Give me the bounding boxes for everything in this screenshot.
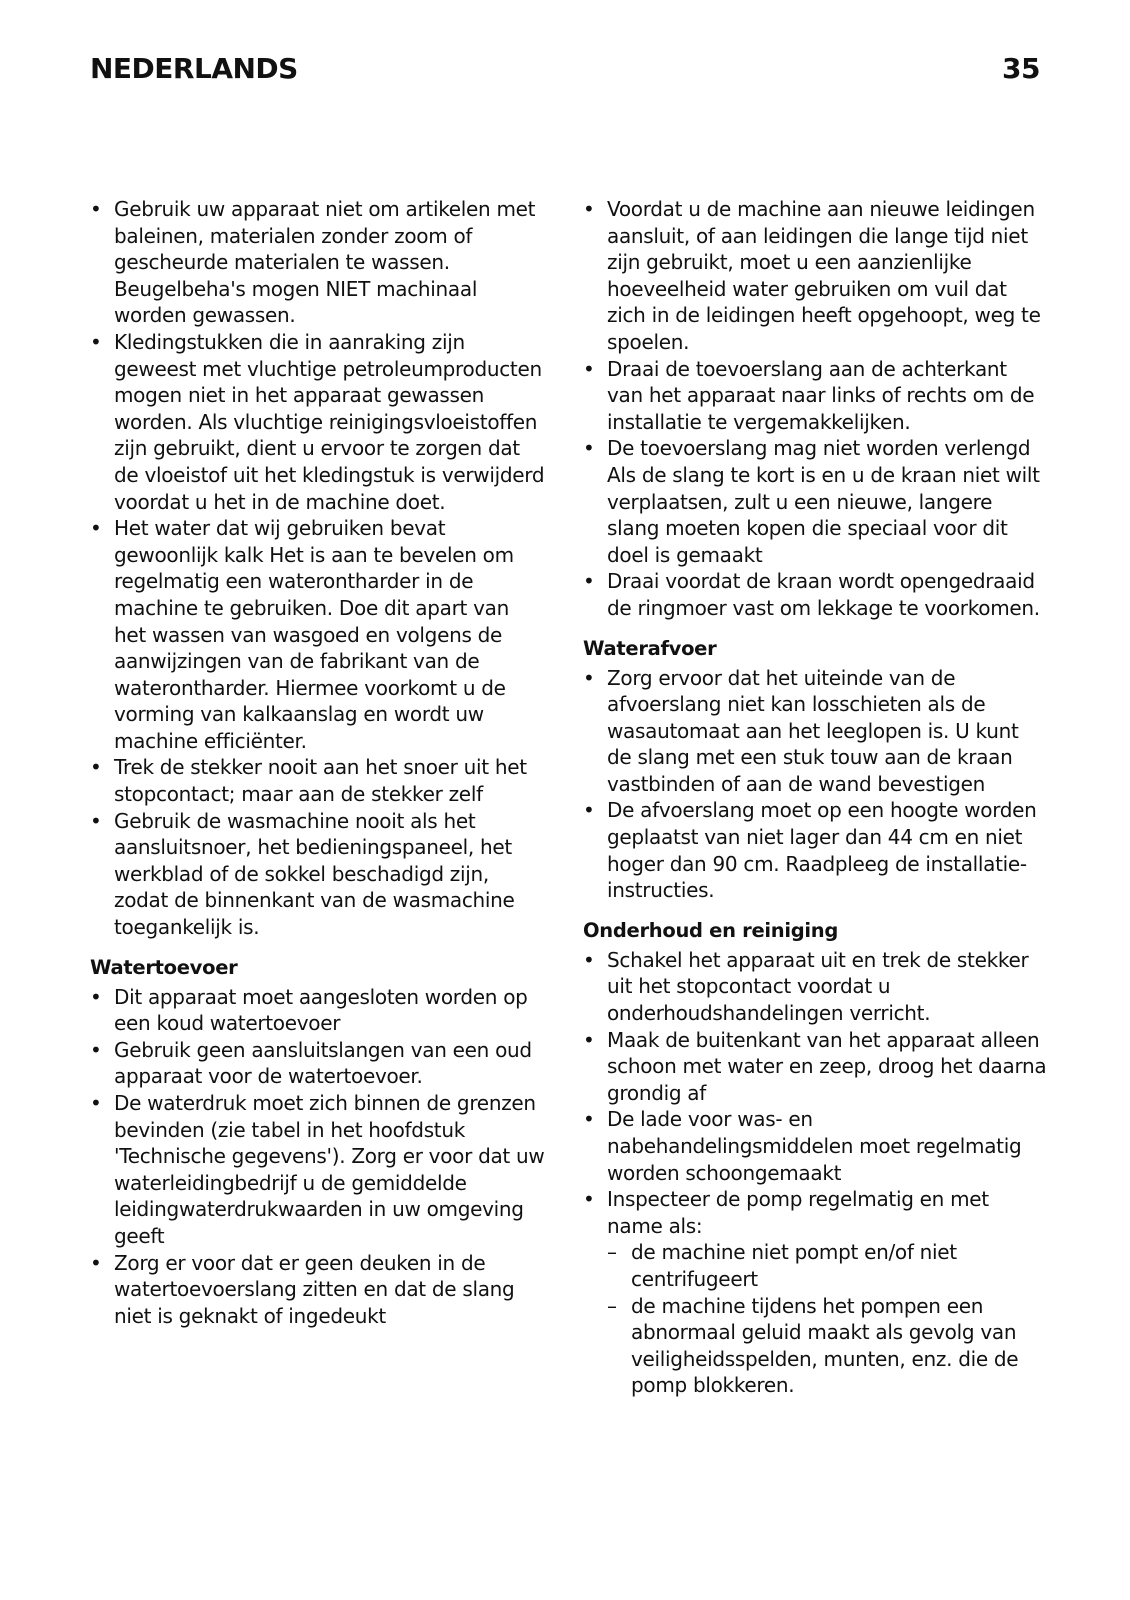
page-header bbox=[90, 48, 1040, 88]
list-item-with-sublist bbox=[583, 1186, 1048, 1399]
list-item: • Gebruik geen aansluitslangen van een oud apparaat voor de watertoevoer. bbox=[90, 1037, 545, 1090]
list-item: • De lade voor was- en nabehandelingsmiddelen moet regelmatig worden schoongemaakt bbox=[583, 1106, 1048, 1186]
watertoevoer-list bbox=[90, 984, 545, 1330]
section-heading-watertoevoer: Watertoevoer bbox=[90, 955, 238, 979]
list-item: • Gebruik uw apparaat niet om artikelen met baleinen, materialen zonder zoom of gescheurde materialen te wassen. Beugelbeha's mogen NIET machinaal worden gewassen. bbox=[90, 196, 545, 329]
sub-list-item: – de machine niet pompt en/of niet centrifugeert bbox=[607, 1239, 1048, 1292]
list-item: • Schakel het apparaat uit en trek de stekker uit het stopcontact voordat u onderhoudshandelingen verricht. bbox=[583, 947, 1048, 1027]
list-item: • Trek de stekker nooit aan het snoer uit het stopcontact; maar aan de stekker zelf bbox=[90, 754, 545, 807]
list-item: • Kledingstukken die in aanraking zijn geweest met vluchtige petroleumproducten mogen niet in het apparaat gewassen worden. Als vluchtige reinigingsvloeistoffen zijn gebruikt, dient u ervoor te zorgen dat de vloeistof uit het kledingstuk is verwijderd voordat u het in de machine doet. bbox=[90, 329, 545, 515]
list-item: • Voordat u de machine aan nieuwe leidingen aansluit, of aan leidingen die lange tijd niet zijn gebruikt, moet u een aanzienlijke hoeveelheid water gebruiken om vuil dat zich in de leidingen heeft opgehoopt, weg te spoelen. bbox=[583, 196, 1048, 356]
list-item: • Zorg ervoor dat het uiteinde van de afvoerslang niet kan losschieten als de wasautomaat aan het leeglopen is. U kunt de slang met een stuk touw aan de kraan vastbinden of aan de wand bevestigen bbox=[583, 665, 1048, 798]
onderhoud-list bbox=[583, 947, 1048, 1399]
language-title: NEDERLANDS bbox=[90, 51, 298, 85]
right-column bbox=[583, 196, 1048, 1399]
list-item: • Zorg er voor dat er geen deuken in de watertoevoerslang zitten en dat de slang niet is geknakt of ingedeukt bbox=[90, 1250, 545, 1330]
section-heading-onderhoud: Onderhoud en reiniging bbox=[583, 918, 839, 942]
page-number: 35 bbox=[1002, 51, 1040, 85]
list-item-text: Inspecteer de pomp regelmatig en met name als: bbox=[607, 1187, 989, 1238]
list-item: • Draai voordat de kraan wordt opengedraaid de ringmoer vast om lekkage te voorkomen. bbox=[583, 568, 1048, 621]
list-item: • De toevoerslang mag niet worden verlengd Als de slang te kort is en u de kraan niet wilt verplaatsen, zult u een nieuwe, langere slang moeten kopen die speciaal voor dit doel is gemaakt bbox=[583, 435, 1048, 568]
connection-list bbox=[583, 196, 1048, 622]
pump-sub-list bbox=[607, 1239, 1048, 1399]
waterafvoer-list bbox=[583, 665, 1048, 904]
list-item: • Gebruik de wasmachine nooit als het aansluitsnoer, het bedieningspaneel, het werkblad of de sokkel beschadigd zijn, zodat de binnenkant van de wasmachine toegankelijk is. bbox=[90, 808, 545, 941]
list-item: • Draai de toevoerslang aan de achterkant van het apparaat naar links of rechts om de installatie te vergemakkelijken. bbox=[583, 356, 1048, 436]
list-item: • Maak de buitenkant van het apparaat alleen schoon met water en zeep, droog het daarna grondig af bbox=[583, 1027, 1048, 1107]
list-item: • Dit apparaat moet aangesloten worden op een koud watertoevoer bbox=[90, 984, 545, 1037]
list-item: • De waterdruk moet zich binnen de grenzen bevinden (zie tabel in het hoofdstuk 'Technische gegevens'). Zorg er voor dat uw waterleidingbedrijf u de gemiddelde leidingwaterdrukwaarden in uw omgeving geeft bbox=[90, 1090, 545, 1250]
sub-list-item: – de machine tijdens het pompen een abnormaal geluid maakt als gevolg van veiligheidsspelden, munten, enz. die de pomp blokkeren. bbox=[607, 1293, 1048, 1399]
left-column bbox=[90, 196, 545, 1329]
section-heading-waterafvoer: Waterafvoer bbox=[583, 636, 717, 660]
list-item: • De afvoerslang moet op een hoogte worden geplaatst van niet lager dan 44 cm en niet hoger dan 90 cm. Raadpleeg de installatie-instructies. bbox=[583, 797, 1048, 903]
safety-list bbox=[90, 196, 545, 941]
list-item: • Het water dat wij gebruiken bevat gewoonlijk kalk Het is aan te bevelen om regelmatig een waterontharder in de machine te gebruiken. Doe dit apart van het wassen van wasgoed en volgens de aanwijzingen van de fabrikant van de waterontharder. Hiermee voorkomt u de vorming van kalkaanslag en wordt uw machine efficiënter. bbox=[90, 515, 545, 754]
